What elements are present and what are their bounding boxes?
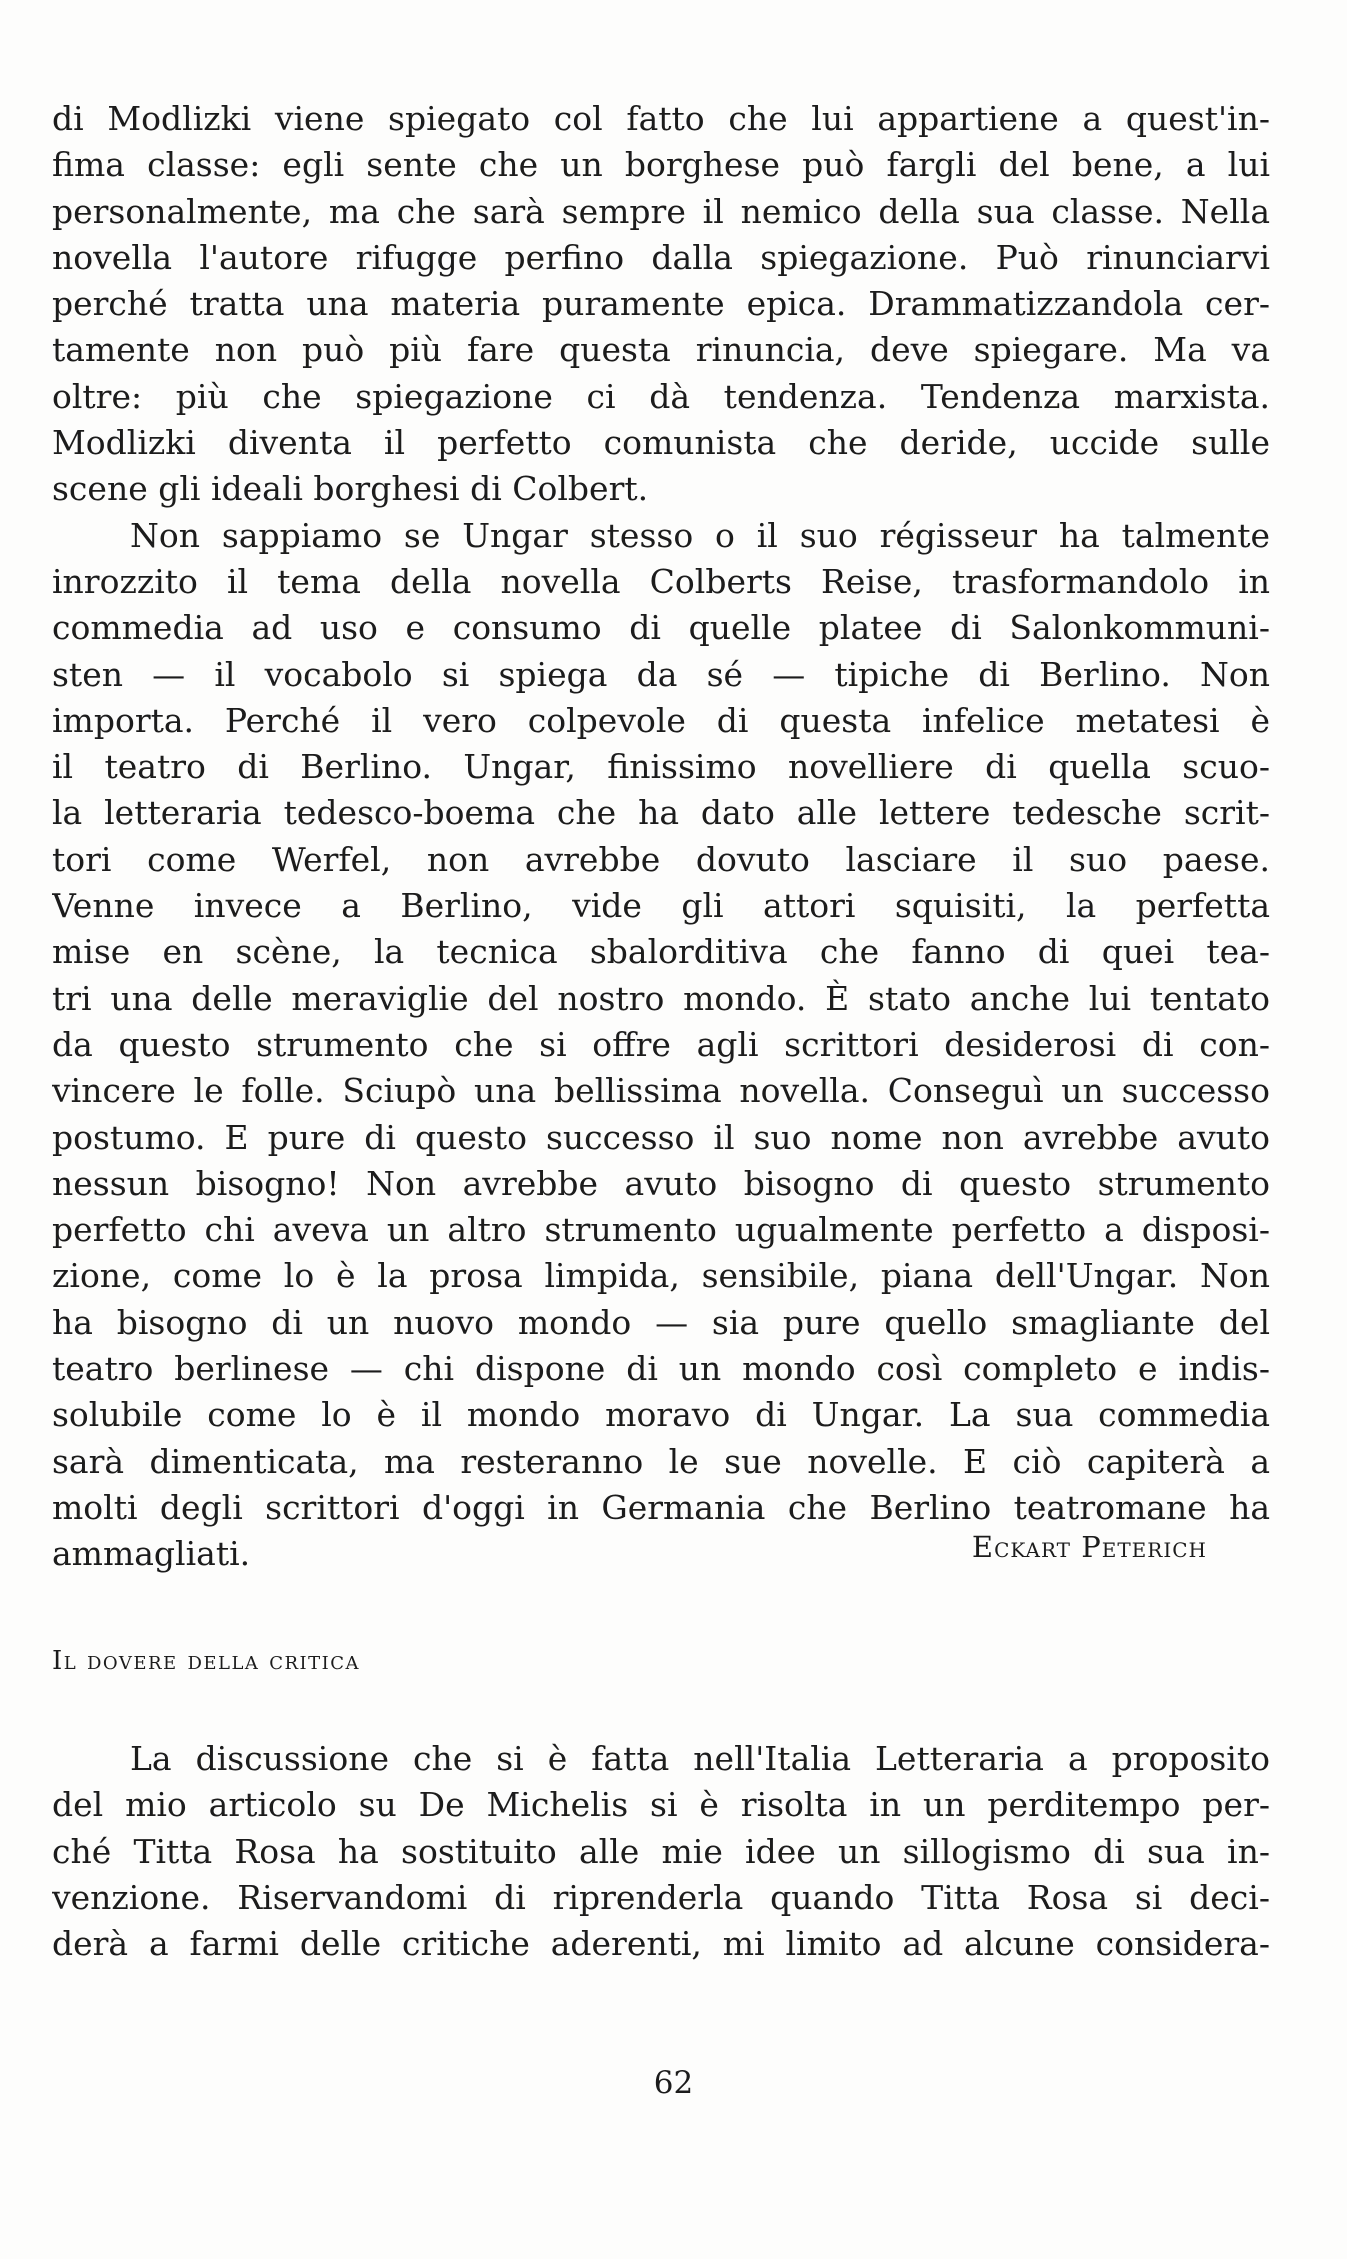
text-line: tori come Werfel, non avrebbe dovuto lasciare il suo paese. [52, 839, 1270, 879]
text-line: teatro berlinese — chi dispone di un mondo così completo e indis- [52, 1349, 1270, 1389]
text-line: tri una delle meraviglie del nostro mondo. È stato anche lui tentato [52, 978, 1270, 1018]
text-line: sarà dimenticata, ma resteranno le sue novelle. E ciò capiterà a [52, 1441, 1270, 1481]
text-line: La discussione che si è fatta nell'Italia Letteraria a proposito [130, 1739, 1270, 1778]
text-line: scene gli ideali borghesi di Colbert. [52, 469, 649, 509]
text-line: importa. Perché il vero colpevole di questa infelice metatesi è [52, 700, 1270, 740]
text-line: mise en scène, la tecnica sbalorditiva che fanno di quei tea- [52, 932, 1270, 972]
text-line: di Modlizki viene spiegato col fatto che lui appartiene a quest'in- [52, 99, 1270, 138]
text-line: sten — il vocabolo si spiega da sé — tipiche di Berlino. Non [52, 654, 1270, 694]
text-line: zione, come lo è la prosa limpida, sensibile, piana dell'Ungar. Non [52, 1256, 1270, 1296]
text-line: la letteraria tedesco-boema che ha dato alle lettere tedesche scrit- [52, 793, 1270, 833]
section-heading: Il dovere della critica [52, 1646, 361, 1676]
text-line: ammagliati. [52, 1534, 251, 1574]
text-line: da questo strumento che si offre agli scrittori desiderosi di con- [52, 1024, 1270, 1064]
text-line: oltre: più che spiegazione ci dà tendenza. Tendenza marxista. [52, 376, 1270, 416]
page-number: 62 [653, 2065, 694, 2101]
text-line: Non sappiamo se Ungar stesso o il suo régisseur ha talmente [130, 515, 1270, 555]
article-body [52, 1736, 1270, 1967]
text-line: personalmente, ma che sarà sempre il nemico della sua classe. Nella [52, 191, 1270, 231]
text-line: ché Titta Rosa ha sostituito alle mie idee un sillogismo di sua in- [52, 1831, 1270, 1871]
text-line: vincere le folle. Sciupò una bellissima novella. Conseguì un successo [52, 1071, 1270, 1111]
text-line: derà a farmi delle critiche aderenti, mi limito ad alcune considera- [52, 1924, 1270, 1964]
text-line: Modlizki diventa il perfetto comunista che deride, uccide sulle [52, 423, 1270, 463]
text-line: del mio articolo su De Michelis si è risolta in un perditempo per- [52, 1785, 1270, 1825]
text-line: venzione. Riservandomi di riprenderla quando Titta Rosa si deci- [52, 1877, 1270, 1917]
text-line: fima classe: egli sente che un borghese può fargli del bene, a lui [52, 145, 1270, 185]
text-line: ha bisogno di un nuovo mondo — sia pure quello smagliante del [52, 1302, 1270, 1342]
text-line: perché tratta una materia puramente epica. Drammatizzandola cer- [52, 284, 1270, 324]
text-line: novella l'autore rifugge perfino dalla spiegazione. Può rinunciarvi [52, 237, 1270, 277]
text-line: tamente non può più fare questa rinuncia, deve spiegare. Ma va [52, 330, 1270, 370]
text-line: solubile come lo è il mondo moravo di Ungar. La sua commedia [52, 1395, 1270, 1435]
author-signature: Eckart Peterich [971, 1530, 1207, 1564]
text-line: perfetto chi aveva un altro strumento ugualmente perfetto a disposi- [52, 1210, 1270, 1250]
text-line: Venne invece a Berlino, vide gli attori squisiti, la perfetta [52, 886, 1270, 926]
text-line: inrozzito il tema della novella Colberts Reise, trasformandolo in [52, 561, 1270, 601]
text-line: commedia ad uso e consumo di quelle platee di Salonkommuni- [52, 608, 1270, 648]
text-line: il teatro di Berlino. Ungar, finissimo novelliere di quella scuo- [52, 747, 1270, 787]
text-line: molti degli scrittori d'oggi in Germania che Berlino teatromane ha [52, 1487, 1270, 1527]
text-line: postumo. E pure di questo successo il suo nome non avrebbe avuto [52, 1117, 1270, 1157]
text-line: nessun bisogno! Non avrebbe avuto bisogno di questo strumento [52, 1163, 1270, 1203]
article-body [52, 96, 1270, 1578]
